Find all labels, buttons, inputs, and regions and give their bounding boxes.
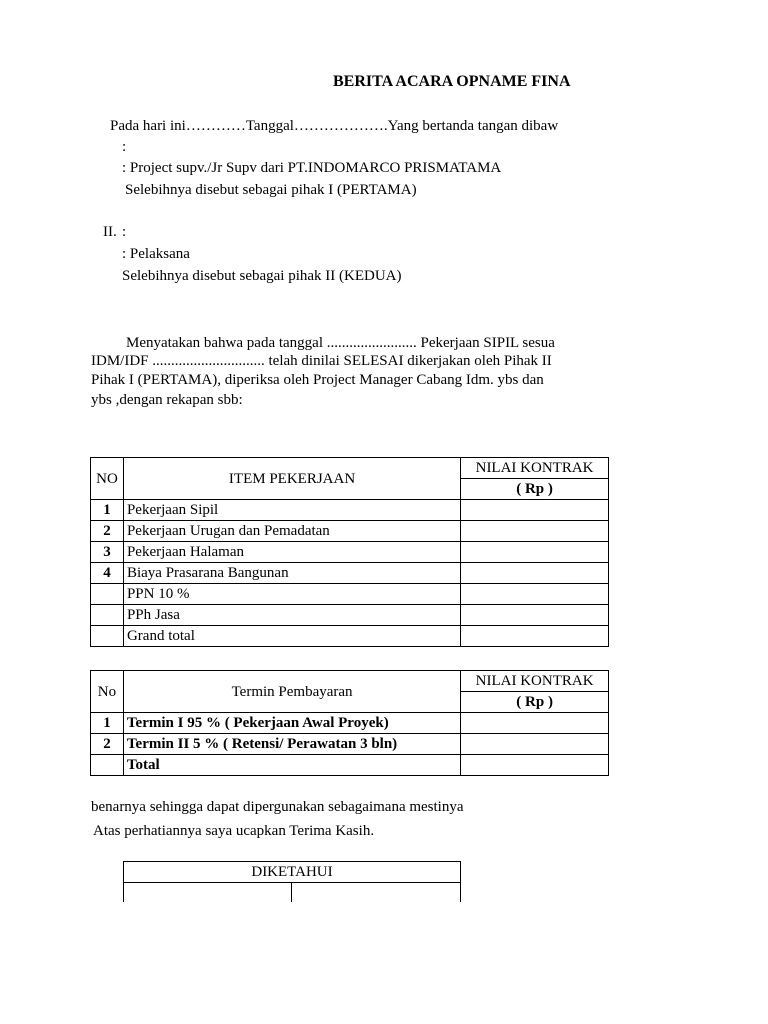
party2-position: : Pelaksana bbox=[122, 246, 190, 262]
table-row bbox=[91, 626, 609, 647]
row-value[interactable] bbox=[461, 584, 609, 605]
table-row bbox=[91, 713, 609, 734]
party1-designation: Selebihnya disebut sebagai pihak I (PERTAMA) bbox=[125, 182, 417, 198]
row-value[interactable] bbox=[461, 734, 609, 755]
statement-line-2: IDM/IDF .............................. telah dinilai SELESAI dikerjakan oleh Pihak II bbox=[91, 353, 552, 369]
statement-line-4: ybs ,dengan rekapan sbb: bbox=[91, 392, 243, 408]
row-item: Biaya Prasarana Bangunan bbox=[123, 563, 460, 584]
row-item: PPN 10 % bbox=[123, 584, 460, 605]
row-no bbox=[91, 755, 124, 776]
row-value[interactable] bbox=[461, 755, 609, 776]
col-header-item: ITEM PEKERJAAN bbox=[123, 458, 460, 500]
table-row bbox=[91, 563, 609, 584]
col-header-value: NILAI KONTRAK bbox=[461, 671, 609, 692]
table-row bbox=[91, 584, 609, 605]
signature-cell-right[interactable] bbox=[291, 883, 461, 904]
row-no bbox=[91, 584, 124, 605]
signature-cell-left[interactable] bbox=[124, 883, 292, 904]
col-header-no: NO bbox=[91, 458, 124, 500]
party2-designation: Selebihnya disebut sebagai pihak II (KEDUA) bbox=[122, 268, 402, 284]
table-header-row bbox=[91, 671, 609, 692]
row-no: 2 bbox=[91, 734, 124, 755]
row-no bbox=[91, 626, 124, 647]
row-value[interactable] bbox=[461, 626, 609, 647]
signature-table bbox=[123, 861, 461, 904]
table-row bbox=[91, 500, 609, 521]
row-no: 1 bbox=[91, 713, 124, 734]
document-title: BERITA ACARA OPNAME FINA bbox=[333, 73, 571, 90]
row-value[interactable] bbox=[461, 713, 609, 734]
intro-line: Pada hari ini…………Tanggal……………….Yang bertanda tangan dibaw bbox=[110, 118, 559, 134]
table-row bbox=[91, 734, 609, 755]
party2-label: II. bbox=[103, 224, 117, 240]
row-value[interactable] bbox=[461, 605, 609, 626]
party1-position: : Project supv./Jr Supv dari PT.INDOMARCO PRISMATAMA bbox=[122, 160, 502, 176]
party1-colon: : bbox=[122, 139, 127, 155]
table-header-row bbox=[124, 862, 461, 883]
col-header-unit: ( Rp ) bbox=[461, 479, 609, 500]
row-no bbox=[91, 605, 124, 626]
table-row bbox=[91, 755, 609, 776]
statement-line-3: Pihak I (PERTAMA), diperiksa oleh Project Manager Cabang Idm. ybs dan bbox=[91, 372, 544, 388]
row-term: Termin II 5 % ( Retensi/ Perawatan 3 bln) bbox=[123, 734, 460, 755]
row-value[interactable] bbox=[461, 542, 609, 563]
row-item: Pekerjaan Sipil bbox=[123, 500, 460, 521]
table-row bbox=[91, 542, 609, 563]
closing-line-2: Atas perhatiannya saya ucapkan Terima Kasih. bbox=[93, 823, 375, 839]
col-header-unit: ( Rp ) bbox=[461, 692, 609, 713]
signature-header: DIKETAHUI bbox=[124, 862, 461, 883]
row-term: Total bbox=[123, 755, 460, 776]
row-no: 4 bbox=[91, 563, 124, 584]
row-value[interactable] bbox=[461, 521, 609, 542]
table-header-row bbox=[91, 458, 609, 479]
row-value[interactable] bbox=[461, 563, 609, 584]
row-item: Grand total bbox=[123, 626, 460, 647]
row-item: PPh Jasa bbox=[123, 605, 460, 626]
payment-terms-table bbox=[90, 670, 609, 776]
page-crop-band bbox=[0, 902, 609, 1024]
row-item: Pekerjaan Urugan dan Pemadatan bbox=[123, 521, 460, 542]
row-no: 3 bbox=[91, 542, 124, 563]
table-row bbox=[91, 521, 609, 542]
party2-colon: : bbox=[122, 224, 127, 240]
row-term: Termin I 95 % ( Pekerjaan Awal Proyek) bbox=[123, 713, 460, 734]
row-item: Pekerjaan Halaman bbox=[123, 542, 460, 563]
statement-line-1: Menyatakan bahwa pada tanggal ........................ Pekerjaan SIPIL sesua bbox=[126, 335, 555, 351]
row-no: 1 bbox=[91, 500, 124, 521]
col-header-value: NILAI KONTRAK bbox=[461, 458, 609, 479]
table-row bbox=[124, 883, 461, 904]
col-header-no: No bbox=[91, 671, 124, 713]
col-header-term: Termin Pembayaran bbox=[123, 671, 460, 713]
closing-line-1: benarnya sehingga dapat dipergunakan sebagaimana mestinya bbox=[91, 799, 464, 815]
table-row bbox=[91, 605, 609, 626]
row-no: 2 bbox=[91, 521, 124, 542]
row-value[interactable] bbox=[461, 500, 609, 521]
work-items-table bbox=[90, 457, 609, 647]
